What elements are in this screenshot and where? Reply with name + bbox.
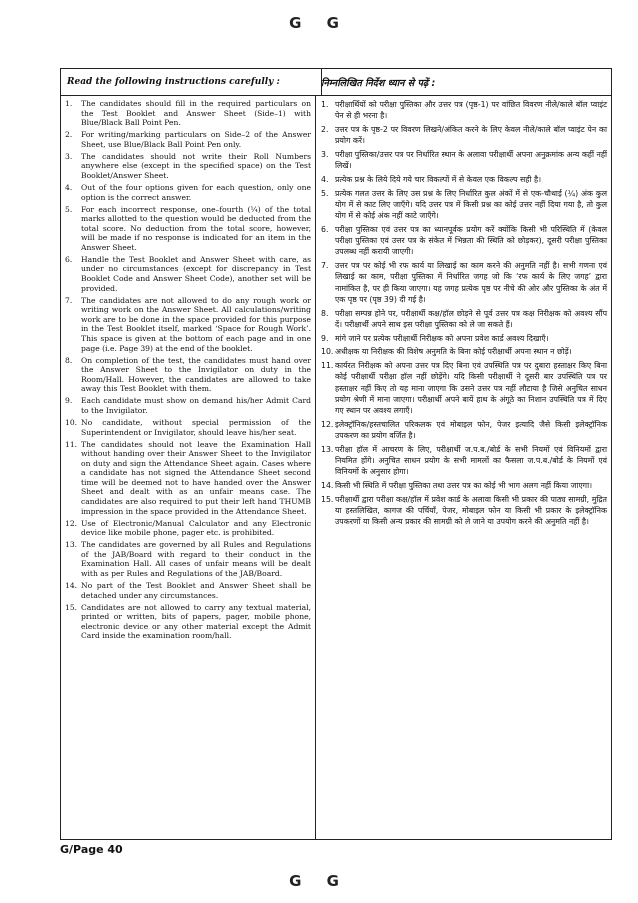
item-text: The candidates should not leave the Examination Hall without handing over their Answer Sheet to the Invigilator on duty and sign the Attendance Sheet again. Cases where a candidate has not signed the Attendance Sheet second time will be deemed not to have handed over the Answer Sheet and dealt with as an unfair means case. The candidates are also required to put their left hand THUMB impression in the space provided in the Attendance Sheet. [81, 439, 311, 516]
hindi-instruction-item [321, 333, 607, 344]
item-text: On completion of the test, the candidates must hand over the Answer Sheet to the Invigilator on duty in the Room/Hall. However, the candidates are allowed to take away this Test Booklet with them. [81, 355, 311, 394]
item-text: परीक्षा पुस्तिका एवं उत्तर पत्र का ध्यानपूर्वक प्रयोग करें क्योंकि किसी भी परिस्थिति में (केवल परीक्षा पुस्तिका एवं उत्तर पत्र के संकेत में भिन्नता की स्थिति को छोड़कर), दूसरी परीक्षा पुस्तिका उपलब्ध नहीं करायी जाएगी। [335, 225, 607, 257]
item-text: उत्तर पत्र के पृष्ठ-2 पर विवरण लिखने/अंकित करने के लिए केवल नीले/काले बॉल प्वाइंट पेन का प्रयोग करें। [335, 125, 607, 146]
item-text: मांगे जाने पर प्रत्येक परीक्षार्थी निरीक्षक को अपना प्रवेश कार्ड अवश्य दिखाएँ। [335, 333, 549, 343]
english-instruction-item [65, 152, 311, 181]
english-instruction-item [65, 296, 311, 354]
item-number: 14. [65, 580, 78, 590]
item-number: 11. [321, 361, 334, 371]
table-header [61, 69, 611, 96]
english-heading: Read the following instructions carefully : [61, 69, 322, 95]
english-instruction-item [65, 519, 311, 538]
item-number: 6. [321, 225, 329, 234]
english-instruction-item [65, 440, 311, 517]
english-instruction-item [65, 418, 311, 437]
item-text: कार्यरत निरीक्षक को अपना उत्तर पत्र दिए बिना एवं उपस्थिति पत्र पर दुबारा हस्ताक्षर किए बिना कोई परीक्षार्थी परीक्षा हॉल नहीं छोड़ेंगे। यदि किसी परीक्षार्थी ने दूसरी बार उपस्थिति पत्र पर हस्ताक्षर नहीं किए तो यह माना जाएगा कि उसने उत्तर पत्र नहीं लौटाया है जिसे अनुचित साधन प्रयोग श्रेणी में माना जाएगा। परीक्षार्थी अपने बायें हाथ के अंगूठे का निशान उपस्थिति पत्र में दिए गए स्थान पर अवश्य लगाएँ। [335, 361, 607, 416]
item-number: 12. [65, 518, 78, 528]
item-number: 3. [321, 150, 329, 159]
item-number: 2. [321, 125, 329, 134]
hindi-instruction-item [321, 99, 607, 121]
item-number: 5. [321, 188, 329, 198]
hindi-heading: निम्नलिखित निर्देश ध्यान से पढ़ें : [321, 77, 436, 89]
english-instruction-item [65, 183, 311, 202]
item-text: इलेक्ट्रॉनिक/हस्तचालित परिकलक एवं मोबाइल फोन, पेजर इत्यादि जैसे किसी इलेक्ट्रॉनिक उपकरण का प्रयोग वर्जित है। [335, 419, 607, 441]
item-text: प्रत्येक प्रश्न के लिये दिये गये चार विकल्पों में से केवल एक विकल्प सही है। [335, 175, 542, 184]
item-number: 12. [321, 419, 334, 429]
item-text: परीक्षा हॉल में आचरण के लिए, परीक्षार्थी ज.प.ब./बोर्ड के सभी नियमों एवं विनियमों द्वारा नियमित होंगे। अनुचित साधन प्रयोग के सभी मामलों का फैसला ज.प.ब./बोर्ड के नियमों एवं विनियमों के अनुसार होगा। [335, 444, 607, 477]
item-number: 8. [65, 355, 73, 365]
item-text: No part of the Test Booklet and Answer Sheet shall be detached under any circumstances. [81, 580, 311, 600]
header-mark: G G [289, 14, 349, 32]
english-instruction-item [65, 581, 311, 600]
item-text: Each candidate must show on demand his/her Admit Card to the Invigilator. [81, 396, 311, 415]
item-text: अधीक्षक या निरीक्षक की विशेष अनुमति के बिना कोई परीक्षार्थी अपना स्थान न छोड़ें। [335, 347, 572, 357]
instructions-table [60, 68, 612, 840]
hindi-instruction-item [321, 480, 607, 491]
hindi-instruction-item [321, 360, 607, 416]
item-number: 15. [321, 494, 334, 504]
item-text: परीक्षा पुस्तिका/उत्तर पत्र पर निर्धारित स्थान के अलावा परीक्षार्थी अपना अनुक्रमांक अन्य कहीं नहीं लिखें। [335, 150, 607, 171]
hindi-instruction-item [321, 494, 607, 528]
item-text: For each incorrect response, one–fourth (¼) of the total marks allotted to the question would be deducted from the total score. No deduction from the total score, however, will be made if no response is indicated for an item in the Answer Sheet. [81, 204, 311, 252]
item-number: 7. [65, 295, 73, 305]
item-text: परीक्षार्थियों को परीक्षा पुस्तिका और उत्तर पत्र (पृष्ठ-1) पर वांछित विवरण नीले/काले बॉल प्वाइंट पेन से ही भरना है। [335, 100, 607, 121]
english-instruction-item [65, 540, 311, 578]
item-text: प्रत्येक गलत उत्तर के लिए उस प्रश्न के लिए निर्धारित कुल अंकों में से एक-चौथाई (¼) अंक कुल योग में से काट लिए जाएँगे। यदि उत्तर पत्र में किसी प्रश्न का कोई उत्तर नहीं दिया गया है, तो कुल योग में से कोई अंक नहीं काटे जाएँगे। [335, 188, 607, 221]
item-number: 10. [65, 417, 78, 427]
item-number: 1. [65, 99, 73, 108]
english-instruction-item [65, 396, 311, 415]
item-number: 11. [65, 439, 78, 449]
column-divider [315, 95, 316, 839]
english-instruction-item [65, 356, 311, 394]
item-text: परीक्षा सम्पन्न होने पर, परीक्षार्थी कक्ष/हॉल छोड़ने से पूर्व उत्तर पत्र कक्ष निरीक्षक को अवश्य सौंप दें। परीक्षार्थी अपने साथ इस परीक्षा पुस्तिका को ले जा सकते हैं। [335, 308, 607, 329]
item-number: 6. [65, 254, 73, 264]
item-number: 8. [321, 308, 329, 318]
item-text: The candidates are not allowed to do any rough work or writing work on the Answer Sheet. All calculations/writing work are to be done in the space provided for this purpose in the Test Booklet itself, marked ‘Space for Rough Work’. This space is given at the bottom of each page and in one page (i.e. Page 39) at the end of the booklet. [81, 295, 311, 353]
hindi-instruction-item [321, 149, 607, 171]
item-number: 10. [321, 347, 334, 357]
item-number: 5. [65, 204, 73, 214]
english-instruction-item [65, 99, 311, 128]
english-instruction-item [65, 603, 311, 641]
item-number: 3. [65, 151, 73, 161]
hindi-instruction-item [321, 224, 607, 258]
item-number: 4. [65, 182, 73, 192]
item-text: परीक्षार्थी द्वारा परीक्षा कक्ष/हॉल में प्रवेश कार्ड के अलावा किसी भी प्रकार की पाठ्य सामग्री, मुद्रित या हस्तलिखित, कागज की पर्चियाँ, पेजर, मोबाइल फोन या किसी भी प्रकार के इलेक्ट्रॉनिक उपकरणों या किसी अन्य प्रकार की सामग्री को ले जाने या उपयोग करने की अनुमति नहीं है। [335, 494, 607, 527]
item-text: No candidate, without special permission of the Superintendent or Invigilator, should leave his/her seat. [81, 417, 311, 437]
item-text: For writing/marking particulars on Side–2 of the Answer Sheet, use Blue/Black Ball Point Pen only. [81, 130, 311, 149]
item-number: 13. [321, 444, 334, 454]
item-text: Candidates are not allowed to carry any textual material, printed or written, bits of papers, pager, mobile phone, electronic device or any other material except the Admit Card inside the examination room/hall. [81, 602, 311, 641]
item-number: 1. [321, 100, 329, 109]
footer-mark: G G [289, 872, 349, 890]
hindi-instruction-item [321, 308, 607, 330]
english-instruction-item [65, 255, 311, 293]
item-text: Handle the Test Booklet and Answer Sheet with care, as under no circumstances (except for discrepancy in Test Booklet Code and Answer Sheet Code), another set will be provided. [81, 254, 311, 293]
item-text: Out of the four options given for each question, only one option is the correct answer. [81, 182, 311, 202]
item-number: 9. [321, 333, 329, 343]
item-number: 9. [65, 396, 73, 406]
english-instructions [65, 99, 311, 643]
item-text: उत्तर पत्र पर कोई भी रफ कार्य या लिखाई का काम करने की अनुमति नहीं है। सभी गणना एवं लिखाई का काम, परीक्षा पुस्तिका में निर्धारित जगह जो कि ‘रफ कार्य के लिए जगह’ द्वारा नामांकित है, पर ही किया जाएगा। यह जगह प्रत्येक पृष्ठ पर नीचे की ओर और पुस्तिका के अंत में एक पृष्ठ पर (पृष्ठ 39) दी गई है। [335, 261, 607, 304]
english-instruction-item [65, 205, 311, 253]
item-text: Use of Electronic/Manual Calculator and any Electronic device like mobile phone, pager etc. is prohibited. [81, 518, 311, 538]
hindi-instruction-item [321, 419, 607, 441]
item-text: The candidates should fill in the required particulars on the Test Booklet and Answer Sheet (Side–1) with Blue/Black Ball Point Pen. [81, 99, 311, 128]
hindi-instruction-item [321, 346, 607, 357]
item-text: The candidates should not write their Roll Numbers anywhere else (except in the specified space) on the Test Booklet/Answer Sheet. [81, 151, 311, 180]
hindi-instructions [321, 99, 607, 530]
hindi-instruction-item [321, 188, 607, 222]
item-number: 13. [65, 540, 78, 550]
item-text: किसी भी स्थिति में परीक्षा पुस्तिका तथा उत्तर पत्र का कोई भी भाग अलग नहीं किया जाएगा। [335, 481, 593, 491]
item-number: 15. [65, 602, 78, 612]
item-number: 4. [321, 175, 329, 184]
hindi-instruction-item [321, 124, 607, 146]
hindi-instruction-item [321, 174, 607, 185]
english-instruction-item [65, 130, 311, 149]
item-number: 7. [321, 261, 329, 271]
hindi-instruction-item [321, 444, 607, 478]
hindi-instruction-item [321, 260, 607, 305]
item-number: 14. [321, 481, 334, 491]
item-number: 2. [65, 130, 73, 140]
page-label: G/Page 40 [60, 843, 123, 856]
item-text: The candidates are governed by all Rules and Regulations of the JAB/Board with regard to their conduct in the Examination Hall. All cases of unfair means will be dealt with as per Rules and Regulations of the JAB/Board. [81, 540, 311, 578]
